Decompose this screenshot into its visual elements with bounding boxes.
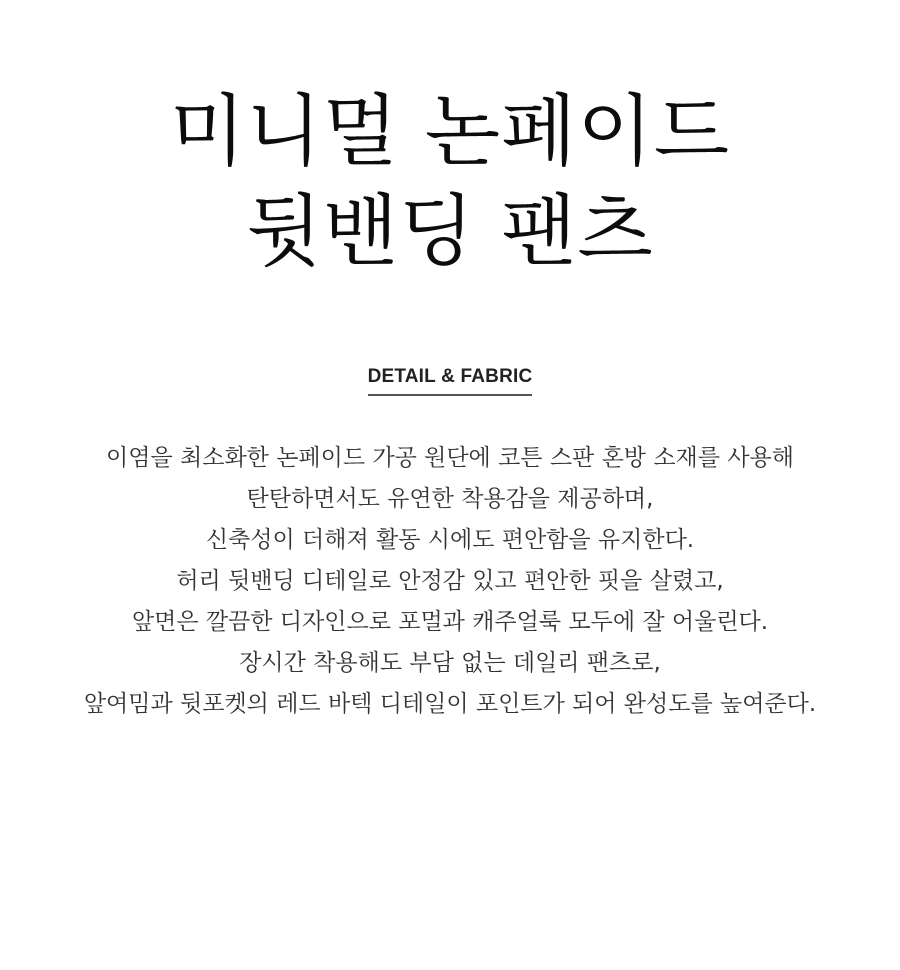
- description-line: 신축성이 더해져 활동 시에도 편안함을 유지한다.: [205, 527, 695, 553]
- section-heading-label: DETAIL & FABRIC: [368, 364, 533, 396]
- description-line: 앞면은 깔끔한 디자인으로 포멀과 캐주얼룩 모두에 잘 어울린다.: [131, 609, 769, 635]
- product-title-line-1: 미니멀 논페이드: [169, 87, 731, 177]
- description-line: 앞여밈과 뒷포켓의 레드 바텍 디테일이 포인트가 되어 완성도를 높여준다.: [83, 691, 817, 717]
- description-line: 탄탄하면서도 유연한 착용감을 제공하며,: [246, 486, 654, 512]
- product-title-line-2: 뒷밴딩 팬츠: [246, 187, 654, 277]
- product-title: [0, 82, 900, 282]
- description-line: 장시간 착용해도 부담 없는 데일리 팬츠로,: [239, 650, 661, 676]
- description-line: 이염을 최소화한 논페이드 가공 원단에 코튼 스판 혼방 소재를 사용해: [106, 445, 794, 471]
- product-description: [0, 438, 900, 725]
- section-heading: [0, 364, 900, 396]
- description-line: 허리 뒷밴딩 디테일로 안정감 있고 편안한 핏을 살렸고,: [176, 568, 724, 594]
